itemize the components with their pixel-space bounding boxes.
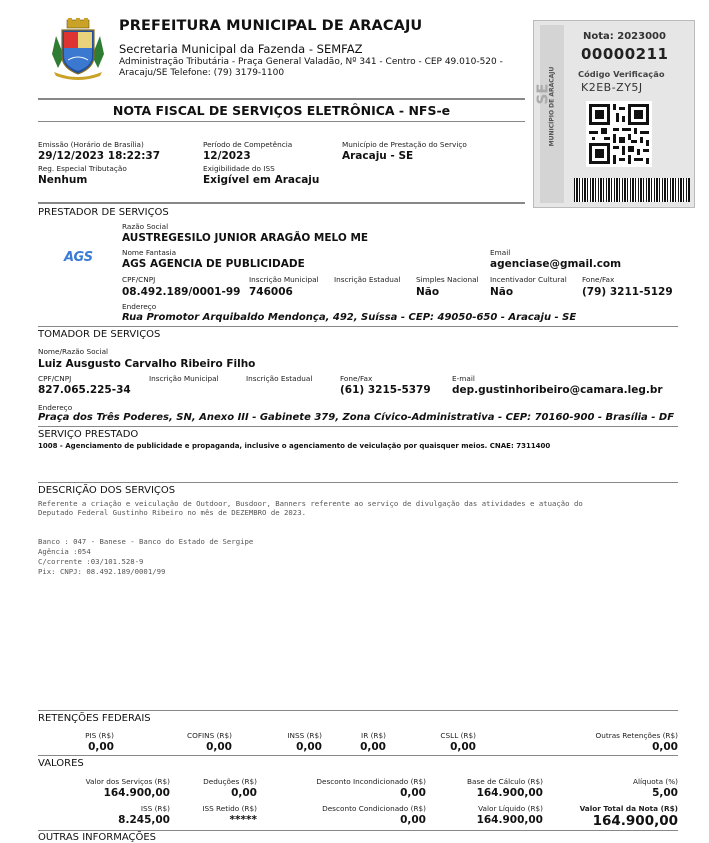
iss-retido-value: ***** [229, 814, 257, 826]
razao-social-label: Razão Social [122, 222, 169, 231]
ir-label: IR (R$) [361, 731, 386, 740]
incentivo-value: Não [490, 286, 514, 298]
codigo-verificacao-label: Código Verificação [578, 69, 665, 79]
competencia-label: Período de Competência [203, 140, 293, 149]
descricao-conta: C/corrente :03/101.528-9 [38, 557, 144, 566]
valores-section-title: VALORES [38, 758, 84, 769]
barcode-graphic [574, 178, 690, 202]
pis-value: 0,00 [88, 741, 114, 753]
coat-of-arms-logo [50, 18, 106, 80]
valor-liquido-label: Valor Líquido (R$) [478, 804, 543, 813]
prestador-endereco-value: Rua Promotor Arquibaldo Mendonça, 492, Suíssa - CEP: 49050-650 - Aracaju - SE [122, 312, 577, 323]
tomador-endereco-value: Praça dos Três Poderes, SN, Anexo III - Gabinete 379, Zona Cívico-Administrativa - CEP: 70160-900 - Brasília - DF [38, 412, 675, 423]
tomador-nome-value: Luiz Ausgusto Carvalho Ribeiro Filho [38, 358, 256, 370]
retencoes-section-title: RETENÇÕES FEDERAIS [38, 713, 151, 724]
servico-section-title: SERVIÇO PRESTADO [38, 429, 139, 440]
email-value: agenciase@gmail.com [490, 258, 622, 270]
divider-retencoes [38, 710, 678, 711]
simples-value: Não [416, 286, 440, 298]
tomador-section-title: TOMADOR DE SERVIÇOS [38, 329, 161, 340]
inss-label: INSS (R$) [287, 731, 322, 740]
base-calculo-value: 164.900,00 [476, 787, 543, 799]
desconto-condicionado-value: 0,00 [400, 814, 426, 826]
prestador-section-title: PRESTADOR DE SERVIÇOS [38, 207, 169, 218]
descricao-pix: Pix: CNPJ: 08.492.189/0001/99 [38, 567, 166, 576]
regime-value: Nenhum [38, 174, 88, 186]
regime-label: Reg. Especial Tributação [38, 164, 127, 173]
divider-descricao [38, 482, 678, 483]
prestador-ie-label: Inscrição Estadual [334, 275, 401, 284]
divider-servico [38, 426, 678, 427]
municipio-value: Aracaju - SE [342, 150, 414, 162]
aliquota-value: 5,00 [652, 787, 678, 799]
nota-badge [533, 20, 695, 208]
deducoes-label: Deduções (R$) [203, 777, 257, 786]
prestador-fone-label: Fone/Fax [582, 275, 615, 284]
badge-strip-state: SE [533, 83, 552, 105]
valor-servicos-label: Valor dos Serviços (R$) [85, 777, 170, 786]
ags-logo-text: AGS [64, 250, 93, 265]
qr-code-icon [586, 101, 652, 167]
divider-valores [38, 755, 678, 756]
ir-value: 0,00 [360, 741, 386, 753]
tomador-im-label: Inscrição Municipal [149, 374, 219, 383]
divider-tomador [38, 326, 678, 327]
codigo-verificacao-value: K2EB-ZY5J [581, 81, 643, 94]
prestador-im-label: Inscrição Municipal [249, 275, 319, 284]
tomador-nome-label: Nome/Razão Social [38, 347, 109, 356]
pis-label: PIS (R$) [85, 731, 114, 740]
iss-retido-label: ISS Retido (R$) [202, 804, 257, 813]
tomador-cpf-label: CPF/CNPJ [38, 374, 72, 383]
exigibilidade-label: Exigibilidade do ISS [203, 164, 275, 173]
municipio-label: Município de Prestação do Serviço [342, 140, 467, 149]
deducoes-value: 0,00 [231, 787, 257, 799]
base-calculo-label: Base de Cálculo (R$) [467, 777, 543, 786]
valor-total-value: 164.900,00 [592, 813, 678, 829]
divider-outras [38, 830, 678, 831]
iss-value: 8.245,00 [118, 814, 170, 826]
outras-retencoes-value: 0,00 [652, 741, 678, 753]
tomador-email-label: E-mail [452, 374, 475, 383]
servico-value: 1008 - Agenciamento de publicidade e propaganda, inclusive o agenciamento de veiculação por quaisquer meios. CNAE: 7311400 [38, 442, 551, 450]
tomador-ie-label: Inscrição Estadual [246, 374, 313, 383]
tomador-email-value: dep.gustinhoribeiro@camara.leg.br [452, 384, 663, 396]
doc-title: NOTA FISCAL DE SERVIÇOS ELETRÔNICA - NFS-e [112, 103, 451, 118]
iss-label: ISS (R$) [140, 804, 170, 813]
razao-social-value: AUSTREGESILO JUNIOR ARAGÃO MELO ME [122, 232, 369, 244]
inss-value: 0,00 [296, 741, 322, 753]
ags-logo [64, 246, 93, 265]
tomador-cpf-value: 827.065.225-34 [38, 384, 131, 396]
nome-fantasia-label: Nome Fantasia [122, 248, 177, 257]
descricao-line-1: Referente a criação e veiculação de Outdoor, Busdoor, Banners referente ao serviço de divulgação das atividades e atuação do [38, 499, 583, 508]
badge-strip-text: MUNICÍPIO DE ARACAJU [548, 66, 556, 147]
incentivo-label: Incentivador Cultural [490, 275, 567, 284]
outras-section-title: OUTRAS INFORMAÇÕES [38, 832, 157, 843]
email-label: Email [490, 248, 511, 257]
descricao-section-title: DESCRIÇÃO DOS SERVIÇOS [38, 485, 176, 496]
badge-side-strip [533, 25, 564, 203]
csll-label: CSLL (R$) [440, 731, 476, 740]
divider-prestador [38, 202, 525, 204]
simples-label: Simples Nacional [416, 275, 479, 284]
prestador-cnpj-label: CPF/CNPJ [122, 275, 156, 284]
nota-number: 00000211 [581, 45, 669, 63]
prestador-cnpj-value: 08.492.189/0001-99 [122, 286, 241, 298]
descricao-line-2: Deputado Federal Gustinho Ribeiro no mês de DEZEMBRO de 2023. [38, 508, 306, 517]
tomador-fone-label: Fone/Fax [340, 374, 373, 383]
csll-value: 0,00 [450, 741, 476, 753]
header-address: Administração Tributária - Praça General Valadão, Nº 341 - Centro - CEP 49.010-520 - Aracaju/SE Telefone: (79) 3179-1100 [119, 57, 503, 78]
desconto-incondicionado-value: 0,00 [400, 787, 426, 799]
emissao-value: 29/12/2023 18:22:37 [38, 150, 161, 162]
header-title: PREFEITURA MUNICIPAL DE ARACAJU [119, 18, 423, 34]
tomador-fone-value: (61) 3215-5379 [340, 384, 431, 396]
header-subtitle: Secretaria Municipal da Fazenda - SEMFAZ [119, 42, 363, 56]
prestador-endereco-label: Endereço [122, 302, 157, 311]
prestador-fone-value: (79) 3211-5129 [582, 286, 673, 298]
tomador-endereco-label: Endereço [38, 403, 73, 412]
divider-title [38, 121, 525, 122]
outras-retencoes-label: Outras Retenções (R$) [595, 731, 678, 740]
cofins-label: COFINS (R$) [186, 731, 232, 740]
nota-label: Nota: 2023000 [583, 31, 666, 42]
prestador-im-value: 746006 [249, 286, 293, 298]
desconto-incondicionado-label: Desconto Incondicionado (R$) [316, 777, 426, 786]
desconto-condicionado-label: Desconto Condicionado (R$) [322, 804, 426, 813]
valor-total-label: Valor Total da Nota (R$) [579, 804, 678, 813]
divider-header [38, 98, 525, 100]
nome-fantasia-value: AGS AGENCIA DE PUBLICIDADE [122, 258, 305, 270]
cofins-value: 0,00 [206, 741, 232, 753]
competencia-value: 12/2023 [203, 150, 251, 162]
descricao-agencia: Agência :054 [38, 547, 91, 556]
valor-liquido-value: 164.900,00 [476, 814, 543, 826]
valor-servicos-value: 164.900,00 [103, 787, 170, 799]
exigibilidade-value: Exigível em Aracaju [203, 174, 320, 186]
aliquota-label: Alíquota (%) [632, 777, 678, 786]
emissao-label: Emissão (Horário de Brasília) [38, 140, 144, 149]
descricao-banco: Banco : 047 - Banese - Banco do Estado de Sergipe [38, 537, 254, 546]
